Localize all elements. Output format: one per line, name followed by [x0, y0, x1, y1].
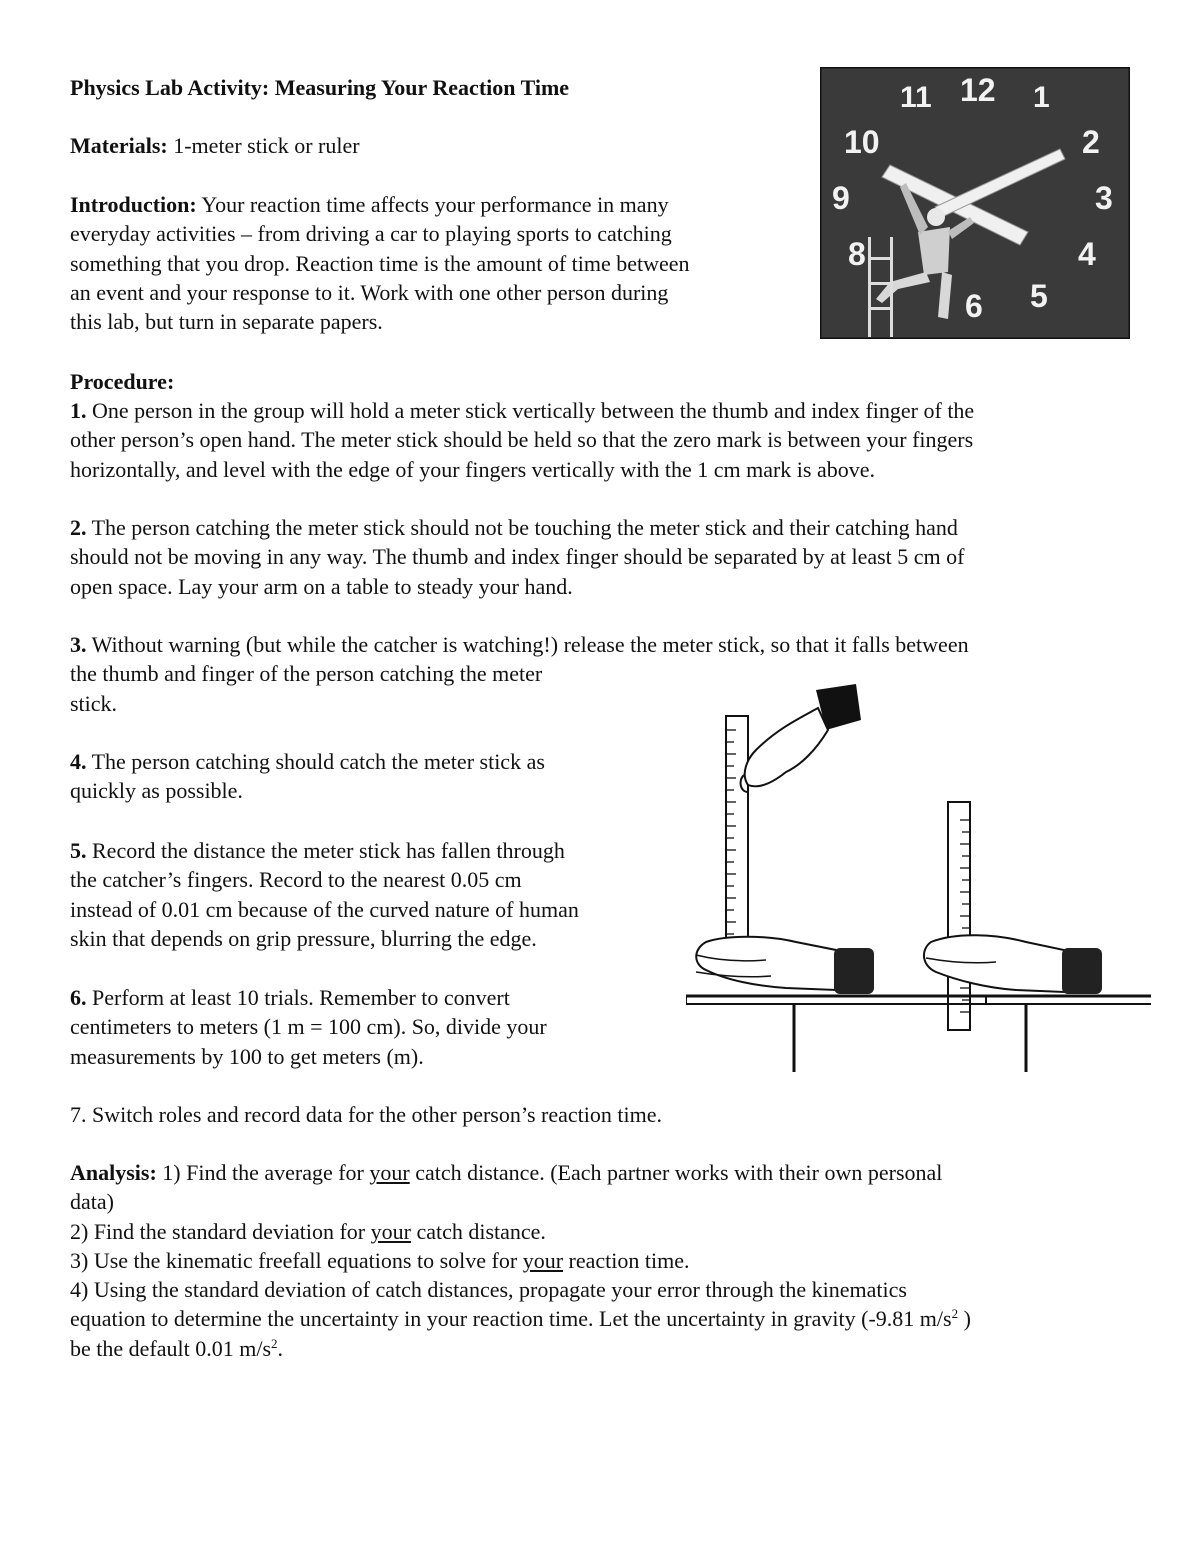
procedure-step-7	[70, 1100, 662, 1129]
procedure-step-4	[70, 747, 545, 806]
analysis-text: catch distance. (Each partner works with their own personal	[409, 1160, 943, 1185]
analysis-text: 4) Using the standard deviation of catch distances, propagate your error through the kinematics	[70, 1277, 907, 1303]
introduction-line: Your reaction time affects your performance in many	[196, 192, 669, 217]
clock-numeral: 3	[1095, 180, 1113, 216]
clock-numeral: 2	[1082, 124, 1100, 160]
catching-hand-right	[916, 935, 1151, 1072]
step-number: 6.	[70, 985, 87, 1010]
falling-ruler-left	[726, 716, 748, 961]
procedure-heading: Procedure:	[70, 369, 175, 394]
clock-numeral: 12	[960, 72, 996, 108]
analysis-text: 3) Use the kinematic freefall equations to solve for	[70, 1247, 523, 1273]
step-line: Without warning (but while the catcher is watching!) release the meter stick, so that it falls between	[86, 632, 969, 657]
step-line: stick.	[70, 690, 118, 716]
clock-repair-photo	[820, 67, 1130, 339]
superscript: 2	[271, 1335, 278, 1351]
emphasis-your: your	[370, 1218, 411, 1244]
analysis-text: )	[958, 1306, 971, 1332]
clock-numeral: 6	[965, 288, 983, 324]
materials-label: Materials:	[70, 133, 168, 158]
introduction-paragraph	[70, 190, 690, 336]
step-line: quickly as possible.	[70, 778, 243, 804]
introduction-line: something that you drop. Reaction time is the amount of time between	[70, 250, 690, 276]
step-line: Perform at least 10 trials. Remember to convert	[86, 985, 510, 1010]
step-line: Switch roles and record data for the other person’s reaction time.	[86, 1102, 662, 1127]
analysis-section	[70, 1158, 971, 1363]
clock-numeral: 4	[1078, 236, 1096, 272]
procedure-step-2	[70, 513, 964, 601]
step-line: horizontally, and level with the edge of your fingers vertically with the 1 cm mark is above.	[70, 456, 875, 482]
step-line: One person in the group will hold a meter stick vertically between the thumb and index finger of the	[86, 398, 975, 423]
clock-numeral: 10	[844, 124, 880, 160]
step-line: skin that depends on grip pressure, blurring the edge.	[70, 925, 537, 951]
clock-numeral: 1	[1033, 81, 1050, 114]
step-line: measurements by 100 to get meters (m).	[70, 1043, 424, 1069]
step-line: should not be moving in any way. The thumb and index finger should be separated by at least 5 cm of	[70, 544, 965, 570]
step-number: 1.	[70, 398, 87, 423]
analysis-text: 2) Find the standard deviation for	[70, 1218, 371, 1244]
step-line: the catcher’s fingers. Record to the nearest 0.05 cm	[70, 867, 522, 893]
step-line: The person catching should catch the meter stick as	[86, 749, 545, 774]
emphasis-your: your	[369, 1160, 410, 1185]
analysis-text: be the default 0.01 m/s	[70, 1335, 272, 1361]
analysis-text: reaction time.	[563, 1247, 690, 1273]
introduction-line: everyday activities – from driving a car to playing sports to catching	[70, 221, 672, 247]
dropping-hand	[741, 684, 861, 792]
step-line: instead of 0.01 cm because of the curved nature of human	[70, 896, 579, 922]
step-line: open space. Lay your arm on a table to steady your hand.	[70, 573, 573, 599]
clock-numeral: 9	[832, 180, 850, 216]
step-line: The person catching the meter stick should not be touching the meter stick and their catching hand	[86, 515, 958, 540]
analysis-text: data)	[70, 1189, 114, 1215]
step-number: 4.	[70, 749, 87, 774]
step-number: 7.	[70, 1102, 87, 1127]
clock-numeral: 5	[1030, 278, 1048, 314]
analysis-text: 1) Find the average for	[156, 1160, 370, 1185]
meter-stick-catch-illustration	[686, 680, 1151, 1072]
materials-text: 1-meter stick or ruler	[167, 133, 360, 158]
introduction-label: Introduction:	[70, 192, 197, 217]
step-number: 2.	[70, 515, 87, 540]
step-line: the thumb and finger of the person catching the meter	[70, 661, 543, 687]
analysis-text: catch distance.	[410, 1218, 546, 1244]
analysis-label: Analysis:	[70, 1160, 157, 1185]
procedure-step-5	[70, 836, 579, 953]
step-line: Record the distance the meter stick has fallen through	[86, 838, 565, 863]
introduction-line: an event and your response to it. Work with one other person during	[70, 279, 669, 305]
procedure-step-6	[70, 983, 547, 1071]
procedure-step-1	[70, 396, 974, 484]
analysis-text: equation to determine the uncertainty in your reaction time. Let the uncertainty in gravity (-9.81 m/s	[70, 1306, 952, 1332]
clock-numeral: 11	[900, 81, 932, 114]
step-line: centimeters to meters (1 m = 100 cm). So, divide your	[70, 1014, 547, 1040]
step-line: other person’s open hand. The meter stick should be held so that the zero mark is between your fingers	[70, 427, 974, 453]
introduction-line: this lab, but turn in separate papers.	[70, 309, 383, 335]
step-number: 5.	[70, 838, 87, 863]
document-title: Physics Lab Activity: Measuring Your Reaction Time	[70, 75, 570, 100]
materials-line	[70, 131, 360, 160]
analysis-text: .	[277, 1335, 284, 1361]
step-number: 3.	[70, 632, 87, 657]
superscript: 2	[951, 1306, 959, 1322]
emphasis-your: your	[522, 1247, 564, 1273]
clock-numeral: 8	[848, 236, 866, 272]
